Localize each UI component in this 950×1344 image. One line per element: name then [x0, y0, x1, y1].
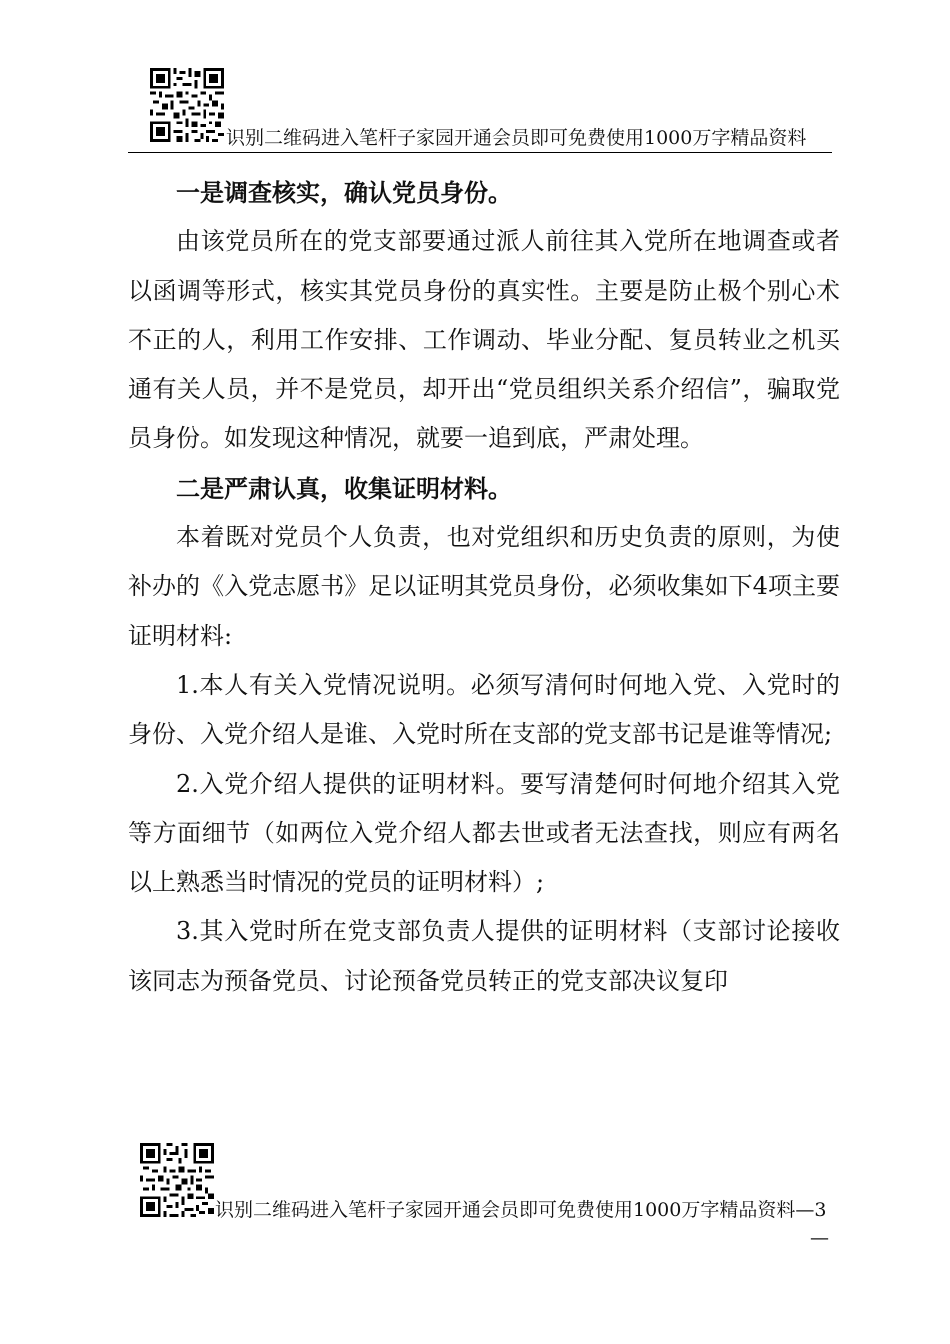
footer-banner: 识别二维码进入笔杆子家园开通会员即可免费使用1000万字精品资料—3 — [215, 1199, 827, 1221]
header-banner: 识别二维码进入笔杆子家园开通会员即可免费使用1000万字精品资料 — [226, 127, 807, 149]
paragraph: 由该党员所在的党支部要通过派人前往其入党所在地调查或者以函调等形式，核实其党员身份的真实性。主要是防止极个别心术不正的人，利用工作安排、工作调动、毕业分配、复员转业之机买通有关人员，并不是党员，却开出“党员组织关系介绍信”，骗取党员身份。如发现这种情况，就要一追到底，严肃处理。 — [128, 227, 840, 453]
section-heading-2: 二是严肃认真，收集证明材料。 — [176, 473, 512, 503]
list-item-2: 2.入党介绍人提供的证明材料。要写清楚何时何地介绍其入党等方面细节（如两位入党介绍人都去世或者无法查找，则应有两名以上熟悉当时情况的党员的证明材料）; — [128, 769, 840, 897]
paragraph: 本着既对党员个人负责，也对党组织和历史负责的原则，为使补办的《入党志愿书》足以证明其党员身份，必须收集如下4项主要证明材料: — [128, 523, 840, 650]
footer-page-dash: — — [810, 1227, 829, 1249]
document-body — [128, 168, 840, 1006]
header-qr-code-icon — [150, 68, 224, 142]
list-item-3: 3.其入党时所在党支部负责人提供的证明材料（支部讨论接收该同志为预备党员、讨论预备党员转正的党支部决议复印 — [128, 917, 840, 995]
list-item-1: 1.本人有关入党情况说明。必须写清何时何地入党、入党时的身份、入党介绍人是谁、入党时所在支部的党支部书记是谁等情况; — [128, 670, 840, 749]
header-divider — [128, 152, 832, 153]
section-heading-1: 一是调查核实，确认党员身份。 — [176, 178, 512, 207]
footer-qr-code-icon — [140, 1143, 214, 1217]
